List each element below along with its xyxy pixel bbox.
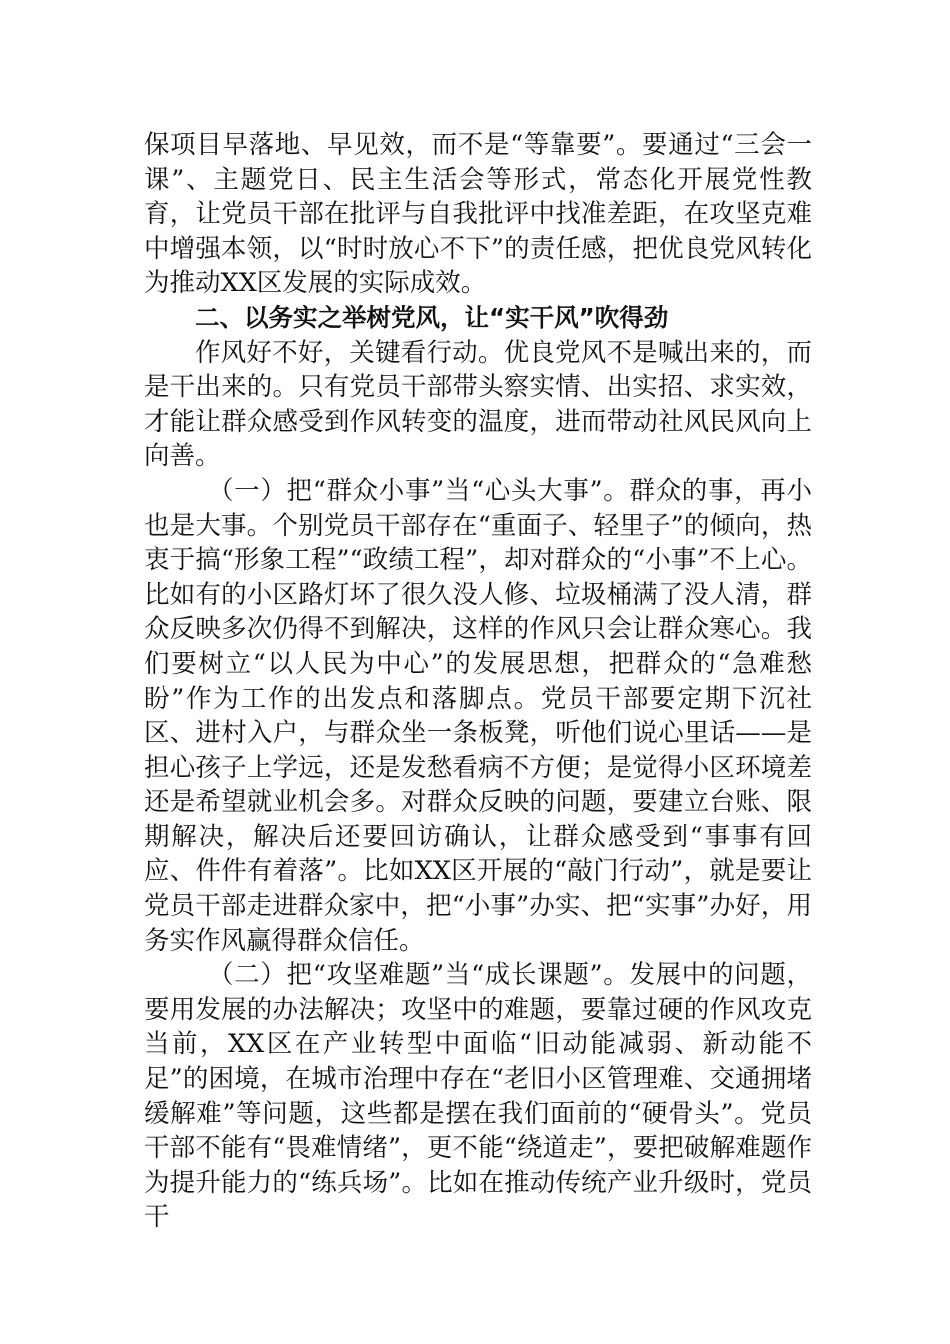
document-body (144, 128, 812, 1235)
paragraph-intro: 作风好不好，关键看行动。优良党风不是喊出来的，而是干出来的。只有党员干部带头察实情、出实招、求实效，才能让群众感受到作风转变的温度，进而带动社风民风向上向善。 (144, 337, 812, 472)
paragraph-subsection-1: （一）把“群众小事”当“心头大事”。群众的事，再小也是大事。个别党员干部存在“重面子、轻里子”的倾向，热衷于搞“形象工程”“政绩工程”，却对群众的“小事”不上心。比如有的小区路灯坏了很久没人修、垃圾桶满了没人清，群众反映多次仍得不到解决，这样的作风只会让群众寒心。我们要树立“以人民为中心”的发展思想，把群众的“急难愁盼”作为工作的出发点和落脚点。党员干部要定期下沉社区、进村入户，与群众坐一条板凳，听他们说心里话——是担心孩子上学远，还是发愁看病不方便；是觉得小区环境差还是希望就业机会多。对群众反映的问题，要建立台账、限期解决，解决后还要回访确认，让群众感受到“事事有回应、件件有着落”。比如XX区开展的“敲门行动”，就是要让党员干部走进群众家中，把“小事”办实、把“实事”办好，用务实作风赢得群众信任。 (144, 475, 812, 956)
paragraph-continuation: 保项目早落地、早见效，而不是“等靠要”。要通过“三会一课”、主题党日、民主生活会等形式，常态化开展党性教育，让党员干部在批评与自我批评中找准差距，在攻坚克难中增强本领，以“时时放心不下”的责任感，把优良党风转化为推动XX区发展的实际成效。 (144, 130, 812, 299)
paragraph-subsection-2: （二）把“攻坚难题”当“成长课题”。发展中的问题，要用发展的办法解决；攻坚中的难题，要靠过硬的作风攻克当前，XX区在产业转型中面临“旧动能减弱、新动能不足”的困境，在城市治理中存在“老旧小区管理难、交通拥堵缓解难”等问题，这些都是摆在我们面前的“硬骨头”。党员干部不能有“畏难情绪”，更不能“绕道走”，要把破解难题作为提升能力的“练兵场”。比如在推动传统产业升级时，党员干 (144, 960, 812, 1233)
section-heading: 二、以务实之举树党风，让“实干风”吹得劲 (195, 302, 669, 332)
